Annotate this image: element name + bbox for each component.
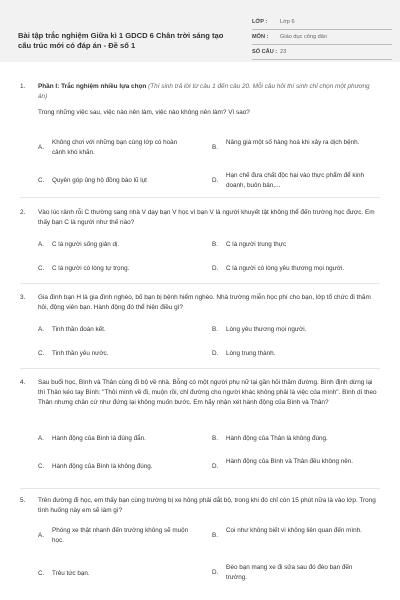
- question-prompt: Sau buổi học, Bình và Thân cùng đi bộ về nhà. Bỗng có một người phụ nữ lại gần hỏi thăm đường. Bình định dừng lại thì Thân kéo tay Bình: "Thôi mình về đi, muộn rồi, chỉ đường cho người khác không phải là việc của mình". Bình dì theo Thân nhưng chân cứ như đứng lại không muốn bước. Em hãy nhận xét hành động của Bình và Thân?: [38, 379, 377, 406]
- meta-value-class: Lớp 6: [280, 19, 295, 25]
- option-text: Lòng yêu thương mọi người.: [226, 326, 307, 333]
- option-letter: A.: [38, 326, 44, 333]
- meta-value-subject: Giáo dục công dân: [280, 34, 327, 40]
- divider: [20, 283, 380, 284]
- option-text: Coi như không biết vì không liên quan đến mình.: [226, 527, 362, 534]
- option-text: Hành động của Bình và Thân đều không nên.: [226, 458, 353, 465]
- option-text: Hành động của Thân là không đúng.: [226, 435, 328, 442]
- question-number: 1.: [20, 83, 26, 90]
- option-text: Không chơi với những bạn cùng lớp có hoàn cảnh khó khăn.: [52, 139, 178, 156]
- question-prompt: Trong những việc sau, việc nào nên làm, việc nào không nên làm? Vì sao?: [38, 109, 250, 116]
- question-number: 5.: [20, 497, 26, 504]
- meta-key-subject: MÔN :: [252, 34, 269, 40]
- option-letter: B.: [212, 144, 218, 151]
- option-letter: A.: [38, 435, 44, 442]
- option-letter: B.: [212, 532, 218, 539]
- option-text: Hành động của Bình là không đúng.: [52, 463, 153, 470]
- option-text: Hành động của Bình là đúng đắn.: [52, 435, 146, 442]
- option-letter: A.: [38, 532, 44, 539]
- option-letter: B.: [212, 326, 218, 333]
- option-text: Phóng xe thật nhanh đến trường không sẽ muộn học.: [52, 527, 189, 544]
- question-1: [20, 82, 380, 189]
- option-letter: C.: [38, 350, 45, 357]
- option-letter: A.: [38, 144, 44, 151]
- question-number: 3.: [20, 294, 26, 301]
- meta-row-class: [252, 15, 392, 30]
- option-text: C là người sống giản dị.: [52, 241, 120, 248]
- divider: [20, 488, 380, 489]
- option-text: Trêu tức bạn.: [52, 570, 90, 577]
- question-number: 4.: [20, 379, 26, 386]
- option-text: C là người có lòng tự trọng.: [52, 265, 130, 272]
- meta-value-question-count: 23: [280, 49, 287, 55]
- meta-row-subject: [252, 30, 392, 45]
- question-2: [20, 208, 380, 280]
- option-text: Tinh thần yêu nước.: [52, 350, 109, 357]
- option-letter: D.: [212, 350, 219, 357]
- question-3: [20, 293, 380, 365]
- divider: [20, 368, 380, 369]
- question-5: [20, 496, 380, 596]
- option-letter: D.: [212, 177, 219, 184]
- option-letter: D.: [212, 463, 219, 470]
- question-prompt: Vào lúc rảnh rỗi C thường sang nhà V dạy bạn V học vì bạn V là người khuyết tật không thể đến trường học được. Em thấy bạn C là người như thế nào?: [38, 209, 375, 226]
- meta-key-question-count: SỐ CÂU :: [252, 49, 278, 55]
- option-text: Quyên góp ủng hộ đồng bào lũ lụt: [52, 177, 147, 184]
- option-letter: C.: [38, 177, 45, 184]
- option-letter: B.: [212, 241, 218, 248]
- quiz-meta-table: [252, 15, 392, 60]
- option-text: C là người có lòng yêu thương mọi người.: [226, 265, 345, 272]
- option-letter: C.: [38, 265, 45, 272]
- divider: [20, 197, 380, 198]
- quiz-header: [0, 0, 400, 62]
- meta-key-class: LỚP :: [252, 19, 268, 25]
- option-text: Nâng giá một số hàng hoá khi xảy ra dịch bệnh.: [226, 139, 360, 146]
- question-prompt: Trên đường đi học, em thấy bạn cùng trường bị xe hỏng phải dắt bộ, trong khi đó chỉ còn 15 phút nữa là vào lớp. Trong tình huống này em sẽ làm gì?: [38, 497, 376, 514]
- option-text: Lòng trung thành.: [226, 350, 276, 357]
- option-letter: D.: [212, 265, 219, 272]
- question-text: [38, 82, 380, 118]
- question-4: [20, 378, 380, 480]
- option-text: Tinh thần đoàn kết.: [52, 326, 106, 333]
- option-text: Đèo bạn mang xe đi sửa sau đó đèo bạn đến trường.: [226, 564, 353, 581]
- question-prompt: Gia đình bạn H là gia đình nghèo, bố bạn bị bệnh hiểm nghèo. Nhà trường miễn học phí cho bạn, lớp tổ chức đi thăm hỏi, động viên bạn. Hành động đó thể hiện điều gì?: [38, 294, 371, 311]
- option-letter: B.: [212, 435, 218, 442]
- meta-row-question-count: [252, 45, 392, 60]
- section-note: (Thí sinh trả lời từ câu 1 đến câu 20. Mỗi câu hỏi thí sinh chỉ chọn một phương án): [38, 83, 370, 100]
- option-letter: C.: [38, 463, 45, 470]
- option-text: Hạn chế đưa chất độc hại vào thực phẩm để kinh doanh, buôn bán,...: [226, 172, 364, 189]
- question-number: 2.: [20, 209, 26, 216]
- option-text: C là người trung thực: [226, 241, 287, 248]
- section-heading: Phần I: Trắc nghiệm nhiều lựa chọn: [38, 83, 147, 90]
- option-letter: A.: [38, 241, 44, 248]
- option-letter: C.: [38, 570, 45, 577]
- option-letter: D.: [212, 569, 219, 576]
- quiz-title: Bài tập trắc nghiệm Giữa kì 1 GDCD 6 Chân trời sáng tạo cấu trúc mới có đáp án - Đề số 1: [18, 31, 224, 50]
